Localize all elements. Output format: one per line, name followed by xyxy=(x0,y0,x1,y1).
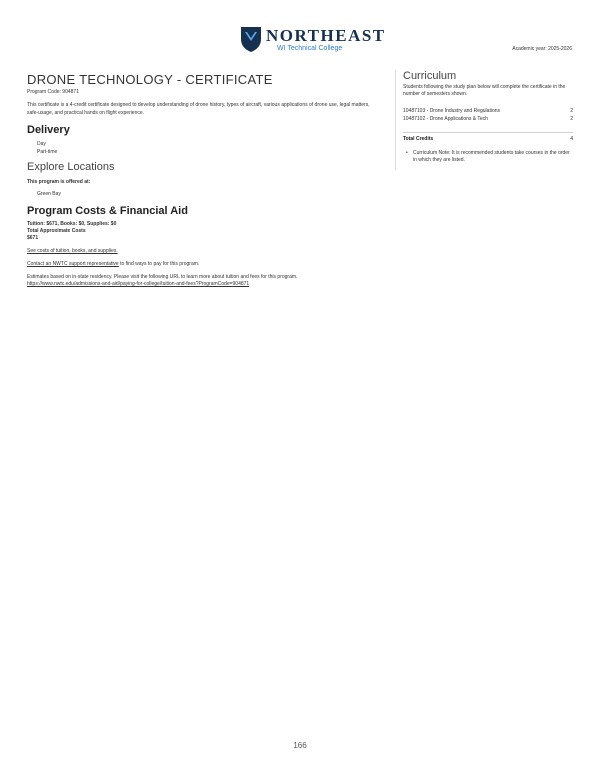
delivery-option: Part-time xyxy=(37,149,58,155)
academic-year: Academic year: 2025-2026 xyxy=(512,46,572,52)
contact-line xyxy=(27,261,382,267)
course-credits: 2 xyxy=(570,115,573,122)
page-header xyxy=(0,0,600,60)
delivery-heading: Delivery xyxy=(27,124,70,136)
program-description: This certificate is a 4-credit certificate designed to develop understanding of drone history, types of aircraft, various applications of drone use, legal matters, safe-usage, and practical hands on flight experience. xyxy=(27,102,370,116)
main-content xyxy=(27,72,382,287)
total-credits-value: 4 xyxy=(570,135,573,142)
course-row xyxy=(403,108,573,114)
contact-support-link[interactable]: Contact an NWTC support representative xyxy=(27,261,119,267)
estimate-text: Estimates based on in-state residency. Please visit the following URL to learn more about tuition and fees for this program. xyxy=(27,274,298,280)
total-costs-value: $671 xyxy=(27,235,39,241)
page-title: DRONE TECHNOLOGY - CERTIFICATE xyxy=(27,72,273,87)
course-name: 10487102 - Drone Applications & Tech xyxy=(403,115,488,122)
program-code: Program Code: 904871 xyxy=(27,89,79,95)
costs-breakdown: Tuition: $671, Books: $0, Supplies: $0 xyxy=(27,221,117,227)
costs-heading: Program Costs & Financial Aid xyxy=(27,205,188,217)
curriculum-panel xyxy=(403,70,573,164)
contact-rest-text: to find ways to pay for this program. xyxy=(118,261,200,267)
locations-offered-label: This program is offered at: xyxy=(27,179,91,185)
total-credits-row xyxy=(403,136,573,142)
logo-subtitle: WI Technical College xyxy=(277,45,343,52)
logo-name: NORTHEAST xyxy=(266,26,386,45)
locations-heading: Explore Locations xyxy=(27,161,115,173)
delivery-option: Day xyxy=(37,141,46,147)
curriculum-note: • Curriculum Note: It is recommended students take courses in the order in which they are listed. xyxy=(403,150,573,164)
total-credits-label: Total Credits xyxy=(403,135,434,142)
total-costs-label: Total Approximate Costs xyxy=(27,228,86,234)
total-divider xyxy=(403,132,573,133)
curriculum-heading: Curriculum xyxy=(403,70,457,82)
college-logo[interactable] xyxy=(240,25,386,57)
column-divider xyxy=(395,70,396,170)
course-row xyxy=(403,116,573,122)
page-number: 166 xyxy=(293,741,307,750)
course-name: 10487103 - Drone Industry and Regulations xyxy=(403,108,501,114)
location-item: Green Bay xyxy=(37,191,61,197)
shield-icon xyxy=(240,25,262,53)
see-costs-link[interactable]: See costs of tuition, books, and supplies. xyxy=(27,248,118,254)
course-credits: 2 xyxy=(570,108,573,114)
tuition-url-link[interactable]: https://www.nwtc.edu/admissions-and-aid/paying-for-college/tuition-and-fees?ProgramCode=904871 xyxy=(27,281,250,287)
curriculum-intro: Students following the study plan below will complete the certificate in the number of semesters shown. xyxy=(403,84,566,97)
